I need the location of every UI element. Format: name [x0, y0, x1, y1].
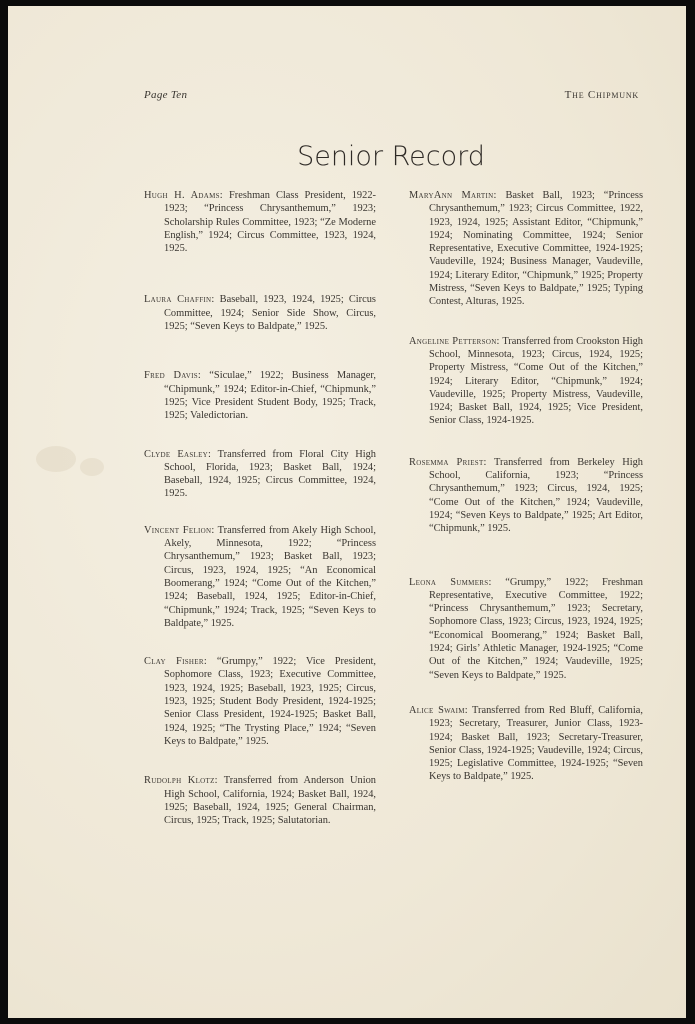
left-column	[144, 189, 376, 827]
senior-name: Leona Summers:	[409, 576, 492, 588]
senior-entry	[144, 293, 376, 333]
senior-entry	[409, 576, 643, 682]
senior-record-text: Baseball, 1923, 1924, 1925; Circus Committee, 1924; Senior Side Show, Circus, 1925; “Seven Keys to Baldpate,” 1925.	[164, 294, 376, 333]
senior-name: Angeline Petterson:	[409, 335, 500, 347]
senior-record-text: “Grumpy,” 1922; Freshman Representative, Executive Committee, 1922; “Princess Chrysanthemum,” 1923; Secretary, Sophomore Class, 1923; Circus, 1923, 1924, 1925; “Economical Boomerang,” 1924; Basket Ball, 1924; Girls’ Athletic Manager, 1924-1925; “Come Out of the Kitchen,” 1924; Vaudeville, 1925; “Seven Keys to Baldpate,” 1925.	[429, 576, 643, 681]
publication-title: The Chipmunk	[564, 89, 639, 101]
senior-record-text: Transferred from Berkeley High School, California, 1923; “Princess Chrysanthemum,” 1923; Circus, 1924, 1925; “Come Out of the Kitchen,” 1924; Vaudeville, 1924; “Seven Keys to Baldpate,” 1925; Art Editor, “Chipmunk,” 1925.	[429, 456, 643, 535]
senior-name: Clyde Easley:	[144, 448, 212, 460]
senior-record-text: “Siculae,” 1922; Business Manager, “Chipmunk,” 1924; Editor-in-Chief, “Chipmunk,” 1925; Vice President Student Body, 1925; Track, 1925; Valedictorian.	[164, 370, 376, 422]
senior-record-text: Freshman Class President, 1922-1923; “Princess Chrysanthemum,” 1923; Scholarship Rules Committee, 1923; “Ze Moderne English,” 1924; Circus Committee, 1923, 1924, 1925.	[164, 190, 376, 255]
paper-stain	[80, 458, 104, 476]
senior-entry	[409, 335, 643, 428]
senior-name: Rosemma Priest:	[409, 456, 487, 468]
senior-name: Fred Davis:	[144, 370, 202, 382]
senior-entry	[409, 704, 643, 784]
senior-entry	[144, 774, 376, 827]
senior-entry	[144, 369, 376, 422]
senior-record-text: Transferred from Floral City High School, Florida, 1923; Basket Ball, 1924; Baseball, 1924, 1925; Circus Committee, 1924, 1925.	[164, 448, 376, 500]
senior-name: Alice Swaim:	[409, 704, 468, 716]
senior-entry	[144, 189, 376, 255]
page-title: Senior Record	[297, 141, 485, 172]
senior-name: Vincent Felion:	[144, 524, 215, 536]
senior-entry	[409, 456, 643, 536]
senior-entry	[144, 448, 376, 501]
right-column	[409, 189, 643, 784]
senior-name: MaryAnn Martin:	[409, 190, 497, 201]
paper-stain	[36, 446, 76, 472]
senior-entry	[409, 189, 643, 309]
senior-record-text: Transferred from Akely High School, Akely, Minnesota, 1922; “Princess Chrysanthemum,” 1923; Basket Ball, 1923; Circus, 1923, 1924, 1925; “An Economical Boomerang,” 1924; “Come Out of the Kitchen,” 1924; Baseball, 1924, 1925; Editor-in-Chief, “Chipmunk,” 1924; Track, 1925; “Seven Keys to Baldpate,” 1925.	[164, 524, 376, 629]
yearbook-page	[8, 6, 686, 1018]
senior-record-text: Basket Ball, 1923; “Princess Chrysanthemum,” 1923; Circus Committee, 1922, 1923, 1924, 1925; Assistant Editor, “Chipmunk,” 1924; Nominating Committee, 1924; Senior Representative, Executive Committee, 1924-1925; Vaudeville, 1924; Business Manager, Vaudeville, 1924; Literary Editor, “Chipmunk,” 1925; Property Mistress, “Seven Keys to Baldpate,” 1925; Typing Contest, Alturas, 1925.	[429, 190, 643, 308]
senior-record-text: “Grumpy,” 1922; Vice President, Sophomore Class, 1923; Executive Committee, 1923, 1924, 1925; Baseball, 1923, 1925; Circus, 1923, 1925; Student Body President, 1924-1925; Senior Class President, 1924-1925; Basket Ball, 1924, 1925; “The Trysting Place,” 1924; “Seven Keys to Baldpate,” 1925.	[164, 656, 377, 747]
senior-record-text: Transferred from Crookston High School, Minnesota, 1923; Circus, 1924, 1925; Property Mistress, “Come Out of the Kitchen,” 1924; Literary Editor, “Chipmunk,” 1924; Vaudeville, 1925; Property Mistress, Vaudeville, 1924; Basket Ball, 1924, 1925; Vice President, Senior Class, 1924-1925.	[429, 335, 643, 427]
senior-name: Laura Chaffin:	[144, 294, 215, 306]
senior-name: Clay Fisher:	[144, 656, 208, 668]
senior-name: Rudolph Klotz:	[144, 775, 218, 787]
page-number-label: Page Ten	[144, 89, 188, 101]
senior-entry	[144, 524, 376, 630]
senior-record-text: Transferred from Red Bluff, California, 1923; Secretary, Treasurer, Junior Class, 1923-1924; Basket Ball, 1923; Secretary-Treasurer, Senior Class, 1924-1925; Vaudeville, 1924; Circus, 1925; Legislative Committee, 1924-1925; “Seven Keys to Baldpate,” 1925.	[429, 704, 643, 783]
senior-record-text: Transferred from Anderson Union High School, California, 1924; Basket Ball, 1924, 1925; Baseball, 1924, 1925; General Chairman, Circus, 1925; Track, 1925; Salutatorian.	[164, 775, 376, 827]
senior-name: Hugh H. Adams:	[144, 190, 223, 201]
senior-entry	[144, 655, 376, 748]
